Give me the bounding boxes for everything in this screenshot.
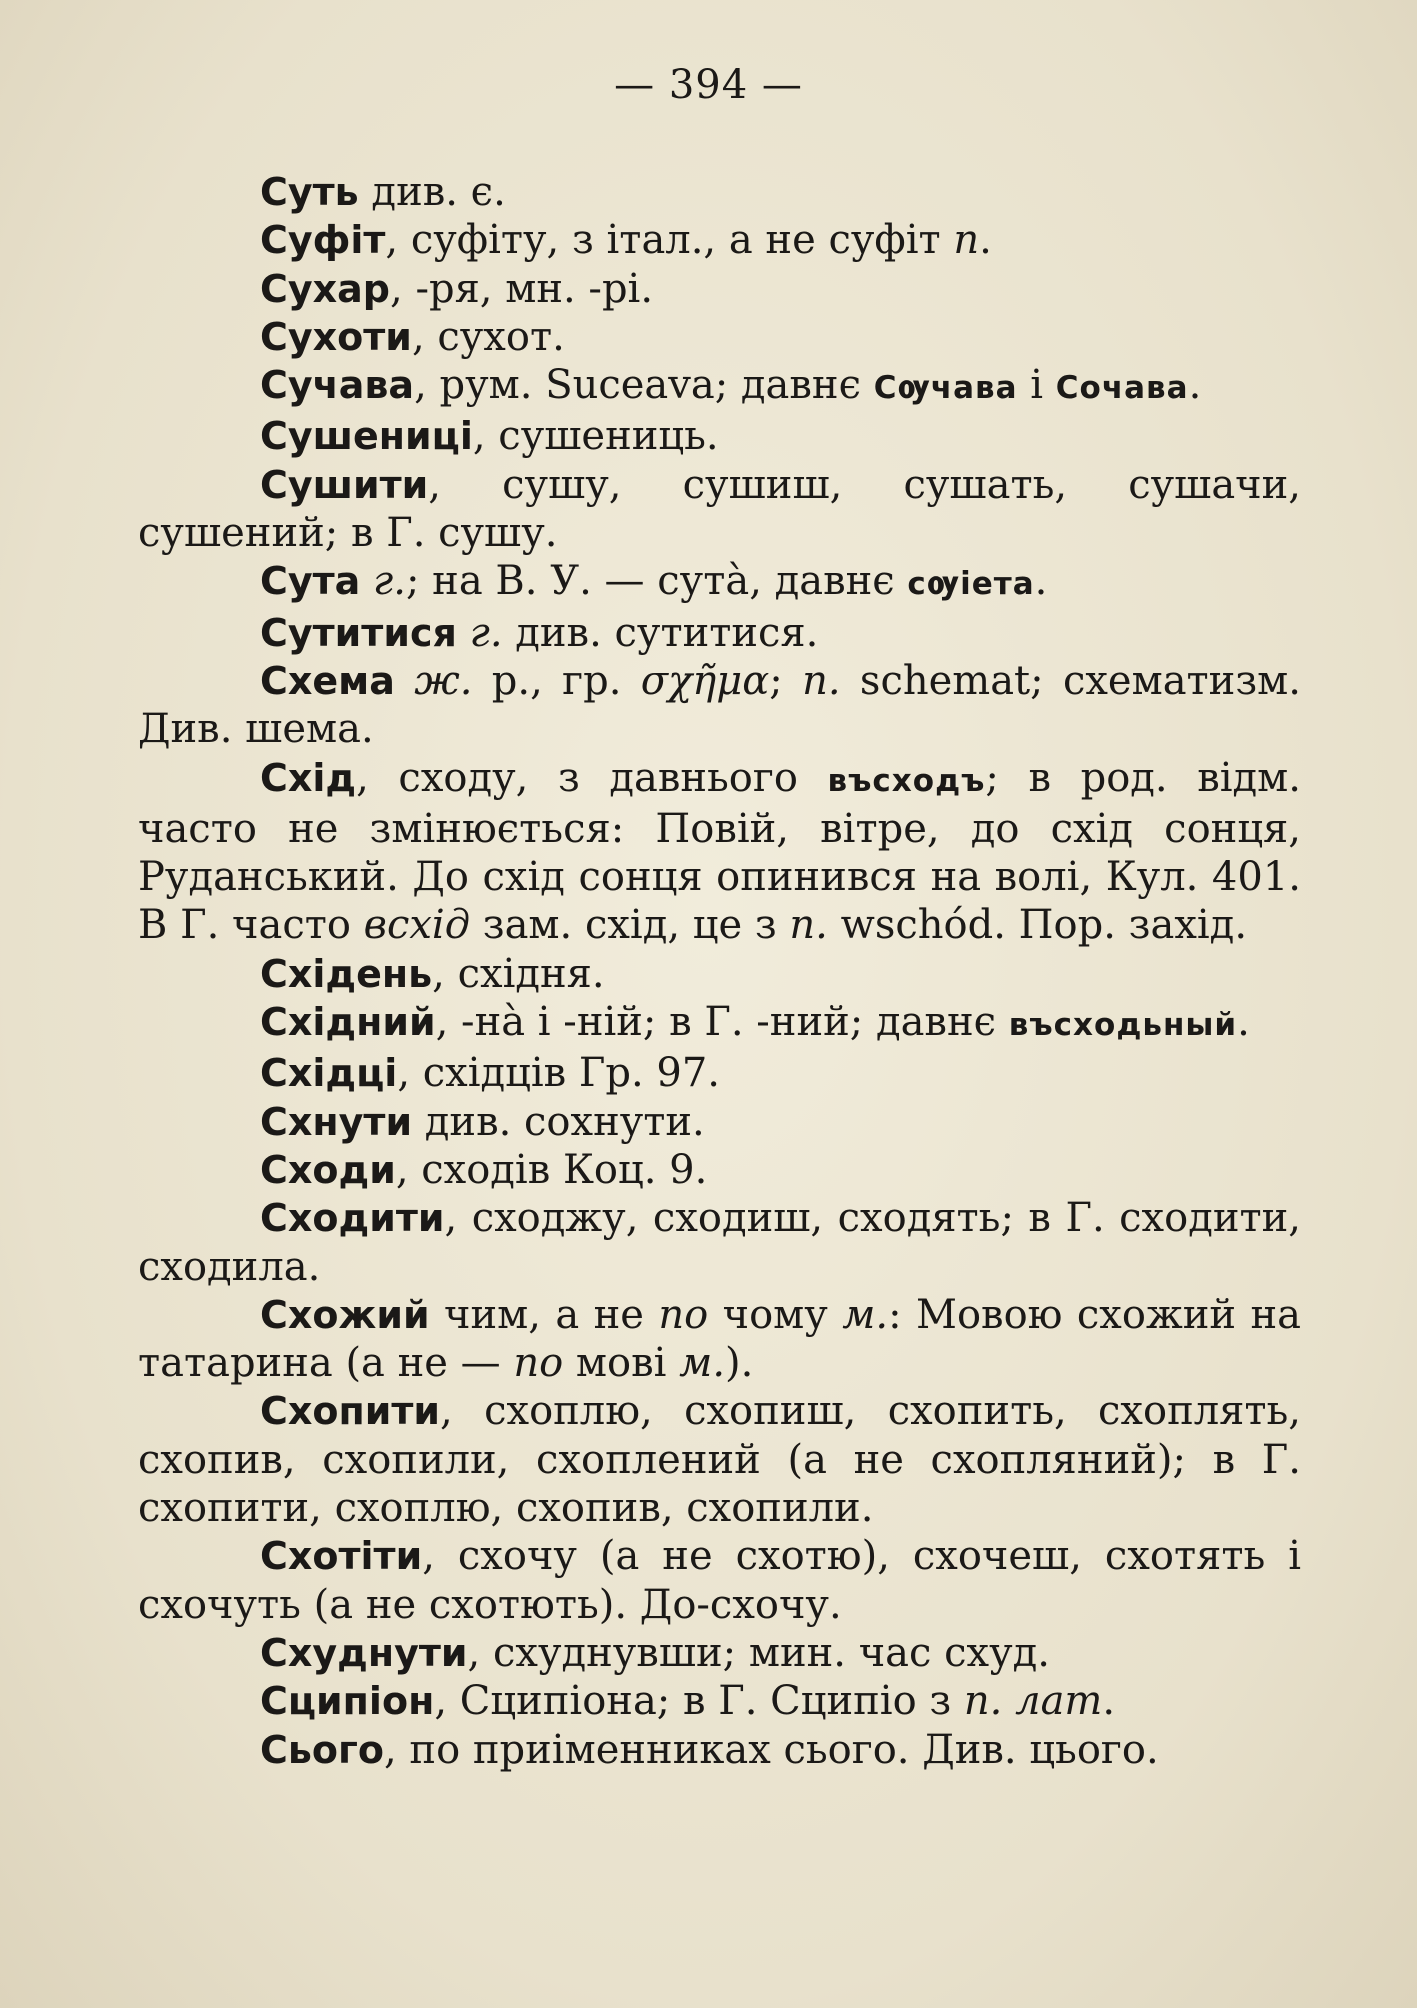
dictionary-entry: Сципіон, Сципіона; в Г. Сципіо з п. лат. [260,1678,1116,1725]
headword: Сушениці [260,414,473,459]
headword: Східний [260,1000,436,1045]
old-slavonic-form: сѹіета [907,566,1035,603]
headword: Схід [260,755,357,800]
headword: Сута [260,559,361,604]
dictionary-entry: Сушениці, сушениць. [260,413,719,460]
dictionary-entry: Суфіт, суфіту, з італ., а не суфіт п. [260,217,992,264]
headword: Схуднути [260,1630,468,1675]
headword: Сього [260,1727,384,1772]
headword: Схнути [260,1099,413,1144]
headword: Сучава [260,363,415,408]
old-slavonic-form: въсходъ [827,762,986,799]
dictionary-entry: Схуднути, схуднувши; мин. час схуд. [260,1629,1050,1676]
dictionary-entry: Схема ж. р., гр. σχῆμα; п. schemat; схематизм. Див. шема. [138,657,1301,753]
headword: Східці [260,1051,398,1096]
headword: Схожий [260,1292,430,1337]
dictionary-entry: Східний, -нà і -ній; в Г. -ний; давнє въсходьный. [260,999,1250,1046]
dictionary-entry: Схнути див. сохнути. [260,1098,705,1145]
dictionary-entry: Сута г.; на В. У. — сутà, давнє сѹіета. [260,558,1048,605]
headword: Сушити [260,462,429,507]
headword: Схема [260,658,395,703]
dictionary-entry: Сучава, рум. Suceava; давнє Сѹчава і Сочава. [260,362,1202,409]
headword: Сухар [260,266,391,311]
dictionary-entry: Сухар, -ря, мн. -рі. [260,265,654,312]
dictionary-entry: Сього, по приіменниках сього. Див. цього. [260,1726,1159,1773]
dictionary-entry: Схожий чим, а не по чому м.: Мовою схожий на татарина (а не — по мові м.). [138,1291,1301,1387]
dictionary-entry: Схопити, схоплю, схопиш, схопить, схоплять, схопив, схопили, схоплений (а не схопляний); в Г. схопити, схоплю, схопив, схопили. [138,1388,1301,1532]
old-slavonic-form: въсходьный [1008,1007,1238,1044]
headword: Сухоти [260,314,412,359]
headword: Сципіон [260,1679,435,1724]
page-number: — 394 — [614,62,803,108]
dictionary-entry: Сухоти, сухот. [260,313,565,360]
headword: Сходи [260,1147,396,1192]
dictionary-entry: Сутитися г. див. сутитися. [260,609,819,656]
headword: Суть [260,170,359,214]
dictionary-entry: Східці, східців Гр. 97. [260,1050,721,1097]
entries-column [138,168,1301,1774]
dictionary-entry: Сходи, сходів Коц. 9. [260,1146,708,1193]
dictionary-entry: Схотіти, схочу (а не схотю), схочеш, схотять і схочуть (а не схотють). До-схочу. [138,1533,1301,1628]
headword: Схотіти [260,1534,423,1579]
dictionary-entry: Східень, східня. [260,950,605,997]
dictionary-entry: Сушити, сушу, сушиш, сушать, сушачи, сушений; в Г. сушу. [138,461,1301,557]
dictionary-entry: Схід, сходу, з давнього въсходъ; в род. відм. часто не змінюється: Повій, вітре, до схід сонця, Руданський. До схід сонця опинився на волі, Кул. 401. В Г. часто всхід зам. схід, це з п. wschód. Пор. захід. [138,754,1301,949]
dictionary-entry: Суть див. є. [260,169,506,215]
headword: Суфіт [260,218,386,263]
headword: Сходити [260,1196,445,1241]
old-slavonic-form: Сочава [1055,370,1189,407]
dictionary-entry: Сходити, сходжу, сходиш, сходять; в Г. сходити, сходила. [138,1195,1301,1290]
headword: Схопити [260,1389,441,1434]
old-slavonic-form: Сѹчава [873,370,1018,407]
headword: Східень [260,951,433,996]
headword: Сутитися [260,610,457,655]
